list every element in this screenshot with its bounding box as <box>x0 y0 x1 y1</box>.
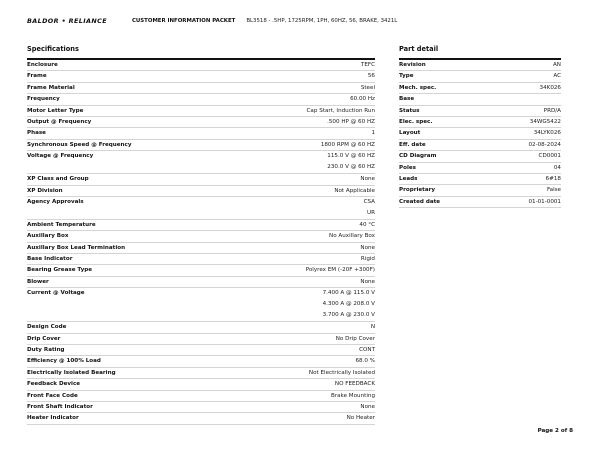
part-value: CD0001 <box>488 151 561 162</box>
part-value: 6#18 <box>488 173 561 184</box>
spec-value-cell: Brake Mounting <box>236 390 375 401</box>
spec-label: Blower <box>27 276 236 287</box>
page-header <box>27 14 397 28</box>
spec-value-cell: No Drip Cover <box>236 333 375 344</box>
part-label: Status <box>399 105 488 116</box>
spec-value: 4.300 A @ 208.0 V <box>322 301 375 308</box>
spec-value-cell: .500 HP @ 60 HZ <box>236 116 375 127</box>
spec-label: Bearing Grease Type <box>27 265 236 276</box>
part-value: 34WG5422 <box>488 116 561 127</box>
part-value <box>488 94 561 105</box>
spec-label: Front Shaft Indicator <box>27 401 236 412</box>
spec-row <box>27 128 375 139</box>
spec-label: Current @ Voltage <box>27 288 236 322</box>
spec-value: 3.700 A @ 230.0 V <box>322 312 375 319</box>
spec-value-cell: 40 °C <box>236 219 375 230</box>
spec-row <box>27 116 375 127</box>
spec-label: Drip Cover <box>27 333 236 344</box>
spec-row <box>27 139 375 150</box>
spec-row <box>27 185 375 196</box>
part-value: 34LYK026 <box>488 128 561 139</box>
part-value: 34K026 <box>488 82 561 93</box>
part-label: Base <box>399 94 488 105</box>
spec-row <box>27 288 375 322</box>
spec-value-cell: None <box>236 401 375 412</box>
spec-value-cell: Not Applicable <box>236 185 375 196</box>
part-label: Leads <box>399 173 488 184</box>
spec-value-cell: NO FEEDBACK <box>236 379 375 390</box>
specifications-title: Specifications <box>27 45 79 53</box>
part-row <box>399 196 561 207</box>
spec-row <box>27 276 375 287</box>
spec-value-cell <box>236 288 375 322</box>
spec-value-cell: None <box>236 174 375 185</box>
spec-value-cell: No Auxillary Box <box>236 231 375 242</box>
specifications-table <box>27 60 375 425</box>
part-value: False <box>488 185 561 196</box>
spec-label: Feedback Device <box>27 379 236 390</box>
spec-value-cell: TEFC <box>236 60 375 71</box>
spec-row <box>27 356 375 367</box>
spec-value-cell: Rigid <box>236 254 375 265</box>
spec-row <box>27 105 375 116</box>
part-value: AC <box>488 71 561 82</box>
part-row <box>399 105 561 116</box>
spec-label: XP Division <box>27 185 236 196</box>
part-label: Eff. date <box>399 139 488 150</box>
spec-row <box>27 174 375 185</box>
part-label: Elec. spec. <box>399 116 488 127</box>
spec-value-cell: 68.0 % <box>236 356 375 367</box>
spec-label: Heater Indicator <box>27 413 236 424</box>
spec-row <box>27 254 375 265</box>
part-label: Revision <box>399 60 488 71</box>
part-row <box>399 139 561 150</box>
spec-value-cell: 1800 RPM @ 60 HZ <box>236 139 375 150</box>
spec-label: Phase <box>27 128 236 139</box>
part-row <box>399 151 561 162</box>
part-label: Type <box>399 71 488 82</box>
spec-row <box>27 94 375 105</box>
model-description: BL3518 - .5HP, 1725RPM, 1PH, 60HZ, 56, BRAKE, 3421L <box>246 18 398 24</box>
spec-row <box>27 379 375 390</box>
spec-label: Agency Approvals <box>27 196 236 219</box>
spec-value-cell: None <box>236 242 375 253</box>
spec-value-cell: Steel <box>236 82 375 93</box>
spec-row <box>27 60 375 71</box>
spec-label: Enclosure <box>27 60 236 71</box>
spec-label: Frame Material <box>27 82 236 93</box>
spec-value: 115.0 V @ 60 HZ <box>327 153 375 160</box>
spec-label: Voltage @ Frequency <box>27 151 236 174</box>
spec-row <box>27 196 375 219</box>
part-row <box>399 71 561 82</box>
spec-label: Output @ Frequency <box>27 116 236 127</box>
page-number: Page 2 of 8 <box>537 428 573 434</box>
part-detail-table <box>399 60 561 208</box>
spec-label: Synchronous Speed @ Frequency <box>27 139 236 150</box>
part-label: Poles <box>399 162 488 173</box>
spec-value: UR <box>367 209 375 216</box>
spec-value-cell: 1 <box>236 128 375 139</box>
packet-title: CUSTOMER INFORMATION PACKET <box>131 18 236 24</box>
spec-row <box>27 219 375 230</box>
spec-row <box>27 333 375 344</box>
part-label: Layout <box>399 128 488 139</box>
spec-value: 7.400 A @ 115.0 V <box>322 290 375 297</box>
spec-value-cell: 56 <box>236 71 375 82</box>
spec-row <box>27 322 375 333</box>
part-label: Proprietary <box>399 185 488 196</box>
spec-value-cell: None <box>236 276 375 287</box>
spec-value-cell: N <box>236 322 375 333</box>
part-value: 02-08-2024 <box>488 139 561 150</box>
part-row <box>399 116 561 127</box>
part-row <box>399 60 561 71</box>
spec-label: Auxillary Box Lead Termination <box>27 242 236 253</box>
spec-row <box>27 151 375 174</box>
spec-value-cell <box>236 196 375 219</box>
spec-value-cell: Polyrex EM (-20F +300F) <box>236 265 375 276</box>
part-label: Created date <box>399 196 488 207</box>
spec-value-cell: Not Electrically Isolated <box>236 367 375 378</box>
spec-label: Frame <box>27 71 236 82</box>
spec-value-cell: 60.00 Hz <box>236 94 375 105</box>
spec-row <box>27 367 375 378</box>
part-value: AN <box>488 60 561 71</box>
spec-label: Duty Rating <box>27 345 236 356</box>
spec-label: Efficiency @ 100% Load <box>27 356 236 367</box>
part-row <box>399 94 561 105</box>
spec-row <box>27 265 375 276</box>
spec-label: Front Face Code <box>27 390 236 401</box>
part-detail-title: Part detail <box>399 45 439 53</box>
spec-value-cell <box>236 151 375 174</box>
spec-value-cell: CONT <box>236 345 375 356</box>
spec-row <box>27 82 375 93</box>
spec-label: Frequency <box>27 94 236 105</box>
brand-logo: BALDOR • RELIANCE <box>27 17 107 25</box>
part-row <box>399 128 561 139</box>
spec-row <box>27 231 375 242</box>
part-row <box>399 173 561 184</box>
spec-label: Electrically Isolated Bearing <box>27 367 236 378</box>
spec-value-cell: Cap Start, Induction Run <box>236 105 375 116</box>
part-row <box>399 82 561 93</box>
spec-row <box>27 71 375 82</box>
spec-row <box>27 242 375 253</box>
spec-row <box>27 413 375 424</box>
part-row <box>399 185 561 196</box>
spec-row <box>27 401 375 412</box>
spec-label: XP Class and Group <box>27 174 236 185</box>
spec-value-cell: No Heater <box>236 413 375 424</box>
part-value: PRD/A <box>488 105 561 116</box>
part-label: Mech. spec. <box>399 82 488 93</box>
part-value: 01-01-0001 <box>488 196 561 207</box>
spec-label: Base Indicator <box>27 254 236 265</box>
spec-value: 230.0 V @ 60 HZ <box>327 164 375 171</box>
spec-label: Motor Letter Type <box>27 105 236 116</box>
part-row <box>399 162 561 173</box>
spec-label: Auxillary Box <box>27 231 236 242</box>
part-value: 04 <box>488 162 561 173</box>
spec-value: CSA <box>363 198 375 205</box>
spec-row <box>27 345 375 356</box>
part-label: CD Diagram <box>399 151 488 162</box>
spec-label: Design Code <box>27 322 236 333</box>
spec-row <box>27 390 375 401</box>
spec-label: Ambient Temperature <box>27 219 236 230</box>
